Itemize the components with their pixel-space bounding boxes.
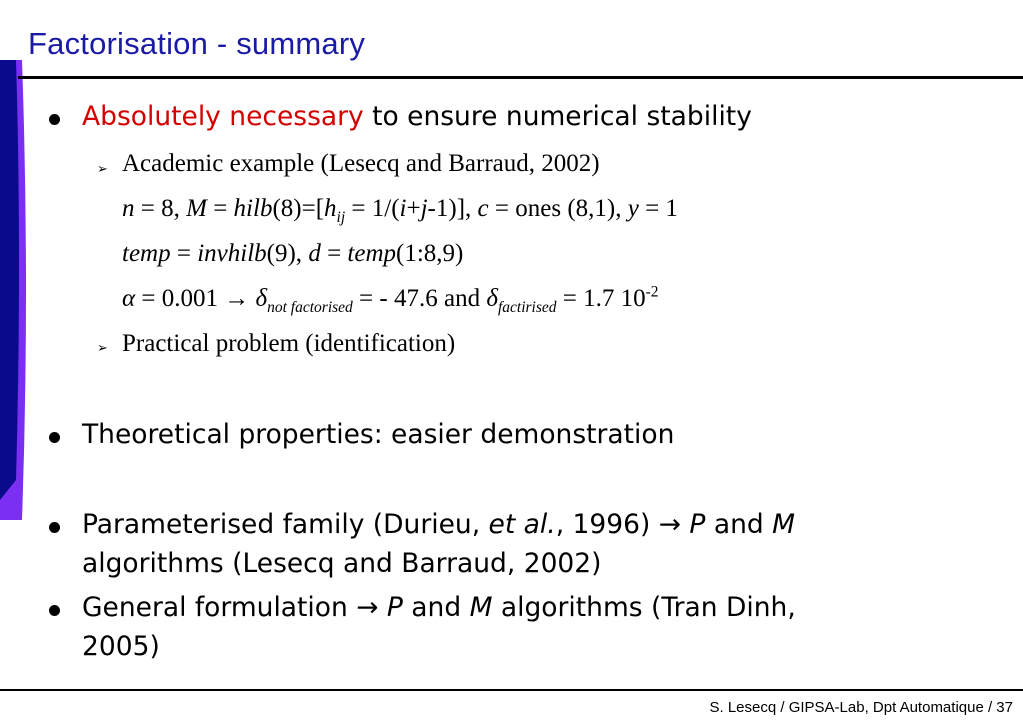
bullet-general-formulation-line2: 2005): [82, 631, 160, 662]
sub-bullet-academic-example: Academic example (Lesecq and Barraud, 2002): [122, 150, 600, 177]
sub-bullet-arrow-icon: ➢: [97, 162, 108, 177]
slide-title: Factorisation - summary: [28, 26, 366, 61]
bullet-theoretical: Theoretical properties: easier demonstration: [82, 419, 675, 450]
slide-footer: S. Lesecq / GIPSA-Lab, Dpt Automatique / 37: [709, 699, 1013, 716]
bullet-dot: [49, 605, 60, 616]
sub-bullet-arrow-icon: ➢: [97, 341, 108, 356]
math-result: $\alpha = 0.001 \to \delta_{not factorised}$ = - 47.6 and $\delta_{factirised} = 1.7$ $10^{-2}$: [122, 283, 659, 316]
footer-divider: [0, 689, 1023, 691]
math-temp: temp = invhilb(9), d = temp(1:8,9): [122, 240, 464, 267]
sub-bullet-practical-problem: Practical problem (identification): [122, 330, 456, 357]
bullet-general-formulation: General formulation → P and M algorithms (Tran Dinh,: [82, 592, 796, 623]
bullet-parameterised: Parameterised family (Durieu, et al., 1996) → P and M: [82, 509, 795, 540]
bullet-dot: [49, 114, 60, 125]
bullet-parameterised-line2: algorithms (Lesecq and Barraud, 2002): [82, 548, 602, 579]
math-definitions: n = 8, $M = hilb(8)=[h_{ij} = 1/(i+j-1)]$, c = ones (8,1), y = 1: [122, 195, 678, 226]
arrow-right-icon: →: [356, 592, 379, 623]
left-decoration: [0, 60, 30, 520]
title-divider: [18, 76, 1023, 79]
arrow-right-icon: →: [658, 509, 681, 540]
arrow-right-icon: →: [224, 285, 250, 312]
bullet-dot: [49, 432, 60, 443]
bullet-dot: [49, 522, 60, 533]
emphasis-text: Absolutely necessary: [82, 101, 364, 132]
bullet-stability: Absolutely necessary to ensure numerical stability: [82, 101, 752, 132]
